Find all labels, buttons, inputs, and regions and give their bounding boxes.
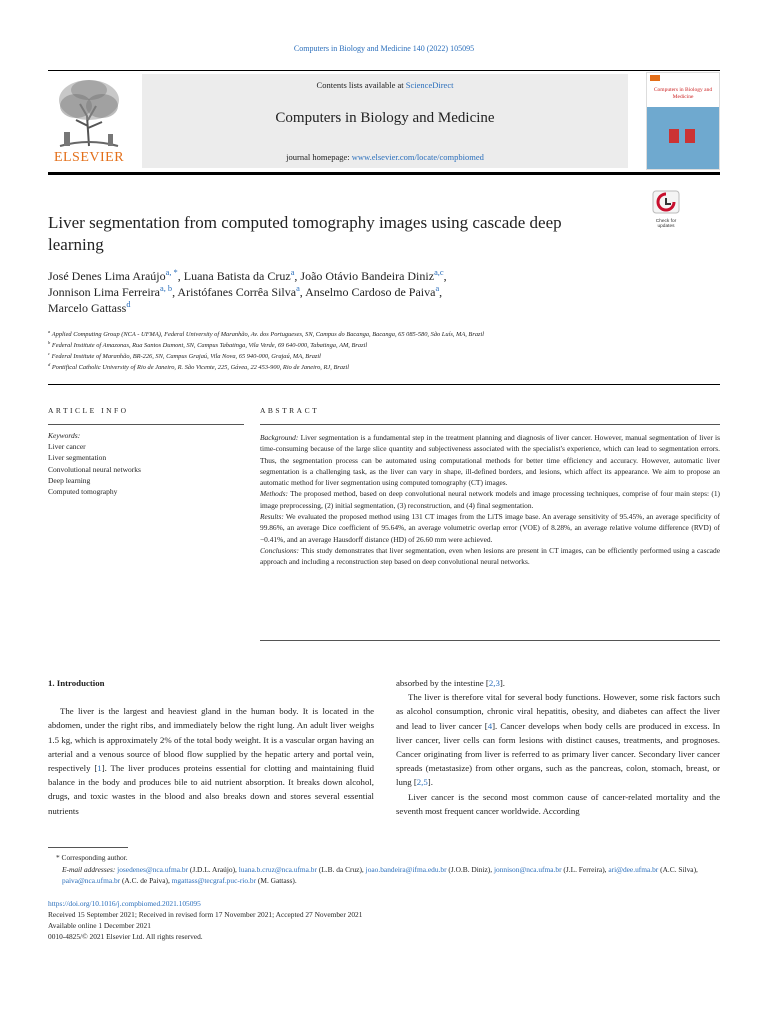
keyword-item: Liver segmentation (48, 453, 107, 463)
keyword-item: Deep learning (48, 475, 91, 485)
footnote-rule (48, 847, 128, 848)
email-owner: (J.L. Ferreira), (563, 865, 607, 874)
cover-graphic-left-icon (669, 129, 679, 143)
crossmark-label: Check for updates (655, 219, 677, 229)
keywords-block (48, 430, 228, 497)
journal-cover[interactable] (646, 72, 720, 170)
intro-left-column (48, 676, 374, 818)
check-for-updates-badge[interactable] (652, 190, 680, 228)
intro-text: The liver is therefore vital for several body functions. However, some risk factors such as alcohol consumption, chronic viral hepatitis, obesity, and diabetes can affect the liver and lead to liver cancer [ (396, 692, 720, 731)
abstract-rule (260, 424, 720, 425)
intro-text: ]. (427, 777, 433, 788)
affiliation-text: Applied Computing Group (NCA - UFMA), Federal University of Maranhão, Av. dos Portugueses, SN, Campus do Bacanga, Bacanga, 65 085-580, São Luís, MA, Brazil (51, 331, 485, 338)
abstract-conclusions (260, 545, 720, 568)
keyword-item: Liver cancer (48, 442, 86, 452)
affiliation-text: Federal Institute of Maranhão, BR-226, SN, Campus Grajaú, Vila Nova, 65 940-000, Grajaú, MA, Brazil (51, 353, 321, 360)
email-addresses (62, 864, 720, 886)
abstract-background-label: Background: (260, 433, 299, 442)
abstract-bottom-rule (260, 640, 720, 641)
publication-info (48, 898, 720, 942)
homepage-link[interactable]: www.elsevier.com/locate/compbiomed (351, 152, 484, 162)
corresponding-author-note: * Corresponding author. (56, 853, 128, 862)
abstract-results-label: Results: (260, 512, 284, 522)
homepage-prefix: journal homepage: (286, 152, 352, 162)
affiliation-marker: c (48, 350, 50, 356)
email-owner: (A.C. Silva), (660, 865, 698, 874)
affiliation-text: Pontifical Catholic University of Rio de Janeiro, R. São Vicente, 225, Gávea, 22 453-900, Rio de Janeiro, RJ, Brazil (51, 364, 350, 371)
email-link[interactable]: mgattass@tecgraf.puc-rio.br (171, 876, 257, 885)
citation-link[interactable]: 2,5 (416, 777, 428, 788)
intro-text: The liver is the largest and heaviest gland in the human body. It is located in the abdomen, under the right ribs, and immediately below the right lung. An adult liver weighs 1.5 kg, which is approximately 2% of the total body weight. It is a vascular organ having an arterial and a venous source of blood flow supplied by the hepatic artery and portal vein, respectively [ (48, 706, 374, 774)
keyword-item: Computed tomography (48, 487, 118, 497)
intro-text: ]. (499, 678, 505, 688)
doi-link[interactable]: https://doi.org/10.1016/j.compbiomed.2021.105095 (48, 899, 201, 908)
cover-graphic-right-icon (685, 129, 695, 143)
abstract-methods-label: Methods: (260, 489, 288, 499)
keywords-label: Keywords: (48, 431, 81, 440)
abstract-results-text: We evaluated the proposed method using 131 CT images from the LiTS image base. An average sensitivity of 95.45%, an average specificity of 99.86%, an average Dice coefficient of 95.64%, an average volumetric overlap error (VOE) of 8.28%, an average relative volume difference (RVD) of −0.41%, and an average Hausdorff distance (HD) of 26.60 mm were achieved. (260, 512, 720, 544)
intro-continued-line (396, 676, 720, 690)
author-name: Marcelo Gattass (48, 301, 127, 315)
email-link[interactable]: paiva@nca.ufma.br (62, 876, 121, 885)
email-link[interactable]: luana.b.cruz@nca.ufma.br (238, 865, 317, 874)
citation-link[interactable]: 1 (97, 763, 102, 774)
online-date: Available online 1 December 2021 (48, 921, 151, 930)
abstract-background-text: Liver segmentation is a fundamental step in the treatment planning and diagnosis of liver cancer. However, manual segmentation of liver is time-consuming because of the large slice quantity and subjectiveness associated with the specialist's experience, which can lead to segmentation errors. Thus, the segmentation process can be automated using computational methods for better time efficiency and accuracy. However, automatic liver segmentation is a challenging task, as the liver can vary in shape, ill-defined borders, and lesions, which affect its appearance. We aim to propose an automatic method for liver segmentation using computed tomography (CT) images. (260, 433, 720, 488)
journal-title: Computers in Biology and Medicine (275, 110, 495, 126)
received-dates: Received 15 September 2021; Received in revised form 17 November 2021; Accepted 27 November 2021 (48, 910, 363, 919)
affiliation-list (48, 329, 728, 373)
author-affiliation-marker[interactable]: a,c (434, 268, 444, 277)
affiliation-marker: d (48, 361, 51, 367)
cover-title: Computers in Biology and Medicine (653, 87, 713, 100)
article-info-rule (48, 424, 244, 425)
abstract-conclusions-label: Conclusions: (260, 545, 300, 555)
intro-paragraph (396, 690, 720, 789)
intro-paragraph (396, 790, 720, 818)
abstract-background (260, 432, 720, 488)
article-info-heading: ARTICLE INFO (48, 406, 129, 415)
header-top-rule (48, 70, 720, 71)
paper-title: Liver segmentation from computed tomography images using cascade deep learning (48, 213, 562, 254)
author-affiliation-marker[interactable]: a (435, 284, 440, 293)
citation-link[interactable]: 4 (487, 720, 493, 731)
intro-text: Liver cancer is the second most common cause of cancer-related mortality and the seventh most frequent cancer worldwide. According (396, 791, 720, 816)
abstract-conclusions-text: This study demonstrates that liver segmentation, even when lesions are present in CT images, can be efficiently performed using a cascade approach and including a reconstruction step based on deep convolutional neural networks. (260, 545, 720, 567)
homepage-line (142, 152, 628, 162)
abstract-results (260, 511, 720, 545)
email-owner: (M. Gattass). (257, 876, 297, 885)
author-affiliation-marker[interactable]: d (126, 300, 131, 309)
abstract-methods-text: The proposed method, based on deep convolutional neural network models and image processing techniques, comprise of four main steps: (1) image preprocessing, (2) initial segmentation, (3) reconstruction, and (4) final segmentation. (260, 489, 720, 510)
author-name: Anselmo Cardoso de Paiva (305, 285, 436, 299)
keyword-item: Convolutional neural networks (48, 464, 141, 474)
author-affiliation-marker[interactable]: a (290, 268, 295, 277)
cover-image (647, 107, 719, 169)
intro-heading: 1. Introduction (48, 678, 105, 688)
header-bottom-rule (48, 172, 720, 175)
abstract-methods (260, 488, 720, 511)
email-label: E-mail addresses: (62, 865, 116, 874)
journal-reference[interactable]: Computers in Biology and Medicine 140 (2022) 105095 (293, 44, 475, 53)
intro-text: ]. Cancer develops when body cells are produced in excess. In liver cancer, liver cells can form lesions with distinct causes, treatments, and prognoses. Cancer originating from liver is referred to as primary liver cancer. Secondary liver cancer spreads (metastasize) from other organs, such as the pancreas, colon, stomach, breast, or lung [ (396, 720, 720, 788)
intro-paragraph (48, 704, 374, 818)
elsevier-wordmark[interactable]: ELSEVIER (53, 150, 125, 165)
email-owner: (J.D.L. Araújo), (189, 865, 237, 874)
author-affiliation-marker[interactable]: a (296, 284, 300, 293)
author-name: Aristófanes Corrêa Silva (177, 285, 297, 299)
affiliation-item (48, 362, 728, 373)
citation-link[interactable]: 2,3 (488, 678, 500, 688)
email-link[interactable]: jonnison@nca.ufma.br (493, 865, 562, 874)
author-affiliation-marker[interactable]: a, b (159, 284, 173, 293)
email-owner: (L.B. da Cruz), (318, 865, 364, 874)
sciencedirect-link[interactable]: ScienceDirect (405, 80, 454, 90)
intro-text: ]. The liver produces proteins essential for clotting and maintaining fluid balance in the body and produces bile to aid nutrient absorption. It breaks down alcohol, drugs, and toxic wastes in the blood and also breaks down and stores several essential nutrients (48, 763, 374, 816)
author-affiliation-marker[interactable]: a, * (165, 268, 178, 277)
affiliation-item (48, 351, 728, 362)
author-name: Jonnison Lima Ferreira (48, 285, 160, 299)
email-owner: (A.C. de Paiva), (121, 876, 170, 885)
copyright-line: 0010-4825/© 2021 Elsevier Ltd. All rights reserved. (48, 932, 203, 941)
intro-right-column (396, 676, 720, 818)
affiliation-marker: b (48, 339, 51, 345)
affiliation-item (48, 340, 728, 351)
front-matter-rule (48, 384, 720, 385)
cover-logo-icon (650, 75, 660, 81)
author-name: Luana Batista da Cruz (183, 269, 291, 283)
email-owner: (J.O.B. Diniz), (448, 865, 493, 874)
abstract-heading: ABSTRACT (260, 406, 320, 415)
abstract-body (260, 432, 720, 568)
affiliation-text: Federal Institute of Amazonas, Rua Santos Dumont, SN, Campus Tabatinga, Vila Verde, 69 640-000, Tabatinga, AM, Brazil (51, 342, 368, 349)
contents-line (142, 80, 628, 90)
crossmark-icon (652, 190, 680, 214)
affiliation-item (48, 329, 728, 340)
affiliation-marker: a (48, 328, 51, 334)
author-list: José Denes Lima Araújo$^{a, *}$, Luana Batista da Cruz$^a$, João Otávio Bandeira Diniz$^{a,c}$, Jonnison Lima Ferreira$^{a, b}$, Aristófanes Corrêa Silva$^a$, Anselmo Cardoso de Paiva$^a$, Marcelo Gattass$^d$ (48, 268, 447, 315)
author-name: João Otávio Bandeira Diniz (300, 269, 435, 283)
email-link[interactable]: joao.bandeira@ifma.edu.br (365, 865, 447, 874)
email-link[interactable]: ari@dee.ufma.br (608, 865, 659, 874)
contents-prefix: Contents lists available at (316, 80, 406, 90)
intro-text: absorbed by the intestine [ (396, 678, 489, 688)
author-name: José Denes Lima Araújo (48, 269, 166, 283)
email-link[interactable]: josedenes@nca.ufma.br (117, 865, 189, 874)
